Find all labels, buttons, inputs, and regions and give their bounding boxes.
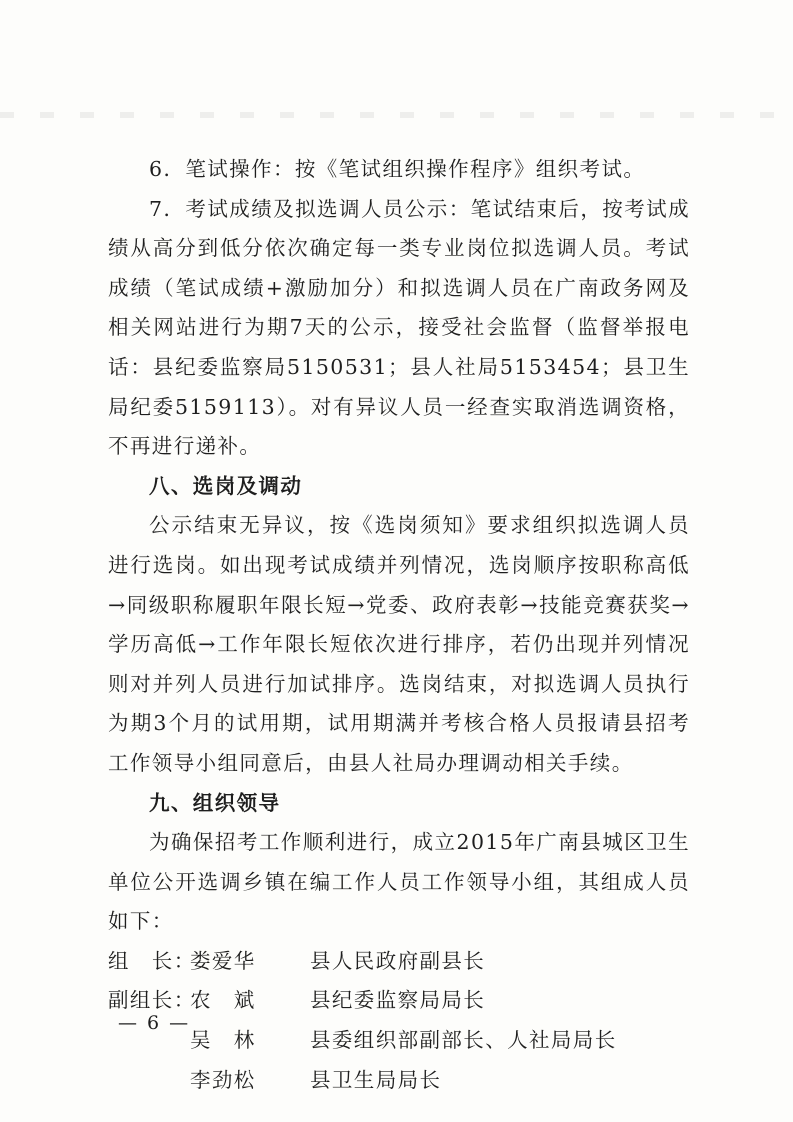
member-list bbox=[108, 942, 690, 1100]
member-name: 农 斌 bbox=[190, 988, 256, 1013]
member-name: 李劲松 bbox=[190, 1067, 256, 1092]
member-row bbox=[108, 1061, 690, 1101]
paragraph-leadership: 为确保招考工作顺利进行，成立2015年广南县城区卫生单位公开选调乡镇在编工作人员工作领导小组，其组成人员如下： bbox=[108, 830, 690, 934]
member-name: 吴 林 bbox=[190, 1028, 256, 1053]
paragraph-results-publicity: 7．考试成绩及拟选调人员公示：笔试结束后，按考试成绩从高分到低分依次确定每一类专业岗位拟选调人员。考试成绩（笔试成绩+激励加分）和拟选调人员在广南政务网及相关网站进行为期7天的公示，接受社会监督（监督举报电话：县纪委监察局5150531；县人社局5153454；县卫生局纪委5159113）。对有异议人员一经查实取消选调资格，不再进行递补。 bbox=[108, 196, 690, 459]
paragraph-written-exam: 6．笔试操作：按《笔试组织操作程序》组织考试。 bbox=[149, 157, 646, 181]
member-row bbox=[108, 1021, 690, 1061]
member-role: 副组长： bbox=[108, 988, 196, 1013]
scan-artifact bbox=[0, 112, 793, 118]
member-role: 组 长： bbox=[108, 948, 196, 973]
member-title: 县纪委监察局局长 bbox=[310, 988, 486, 1013]
member-row bbox=[108, 942, 690, 982]
section-heading-9: 九、组织领导 bbox=[149, 790, 281, 815]
member-name: 娄爱华 bbox=[190, 948, 256, 973]
document-body bbox=[108, 150, 690, 1100]
page-number: — 6 — bbox=[118, 1012, 191, 1034]
member-row bbox=[108, 981, 690, 1021]
section-heading-8: 八、选岗及调动 bbox=[149, 473, 303, 498]
member-title: 县委组织部副部长、人社局局长 bbox=[310, 1028, 617, 1053]
member-title: 县卫生局局长 bbox=[310, 1067, 442, 1092]
member-title: 县人民政府副县长 bbox=[310, 948, 486, 973]
paragraph-post-selection: 公示结束无异议，按《选岗须知》要求组织拟选调人员进行选岗。如出现考试成绩并列情况，选岗顺序按职称高低→同级职称履职年限长短→党委、政府表彰→技能竞赛获奖→学历高低→工作年限长短依次进行排序，若仍出现并列情况则对并列人员进行加试排序。选岗结束，对拟选调人员执行为期3个月的试用期，试用期满并考核合格人员报请县招考工作领导小组同意后，由县人社局办理调动相关手续。 bbox=[108, 513, 690, 775]
